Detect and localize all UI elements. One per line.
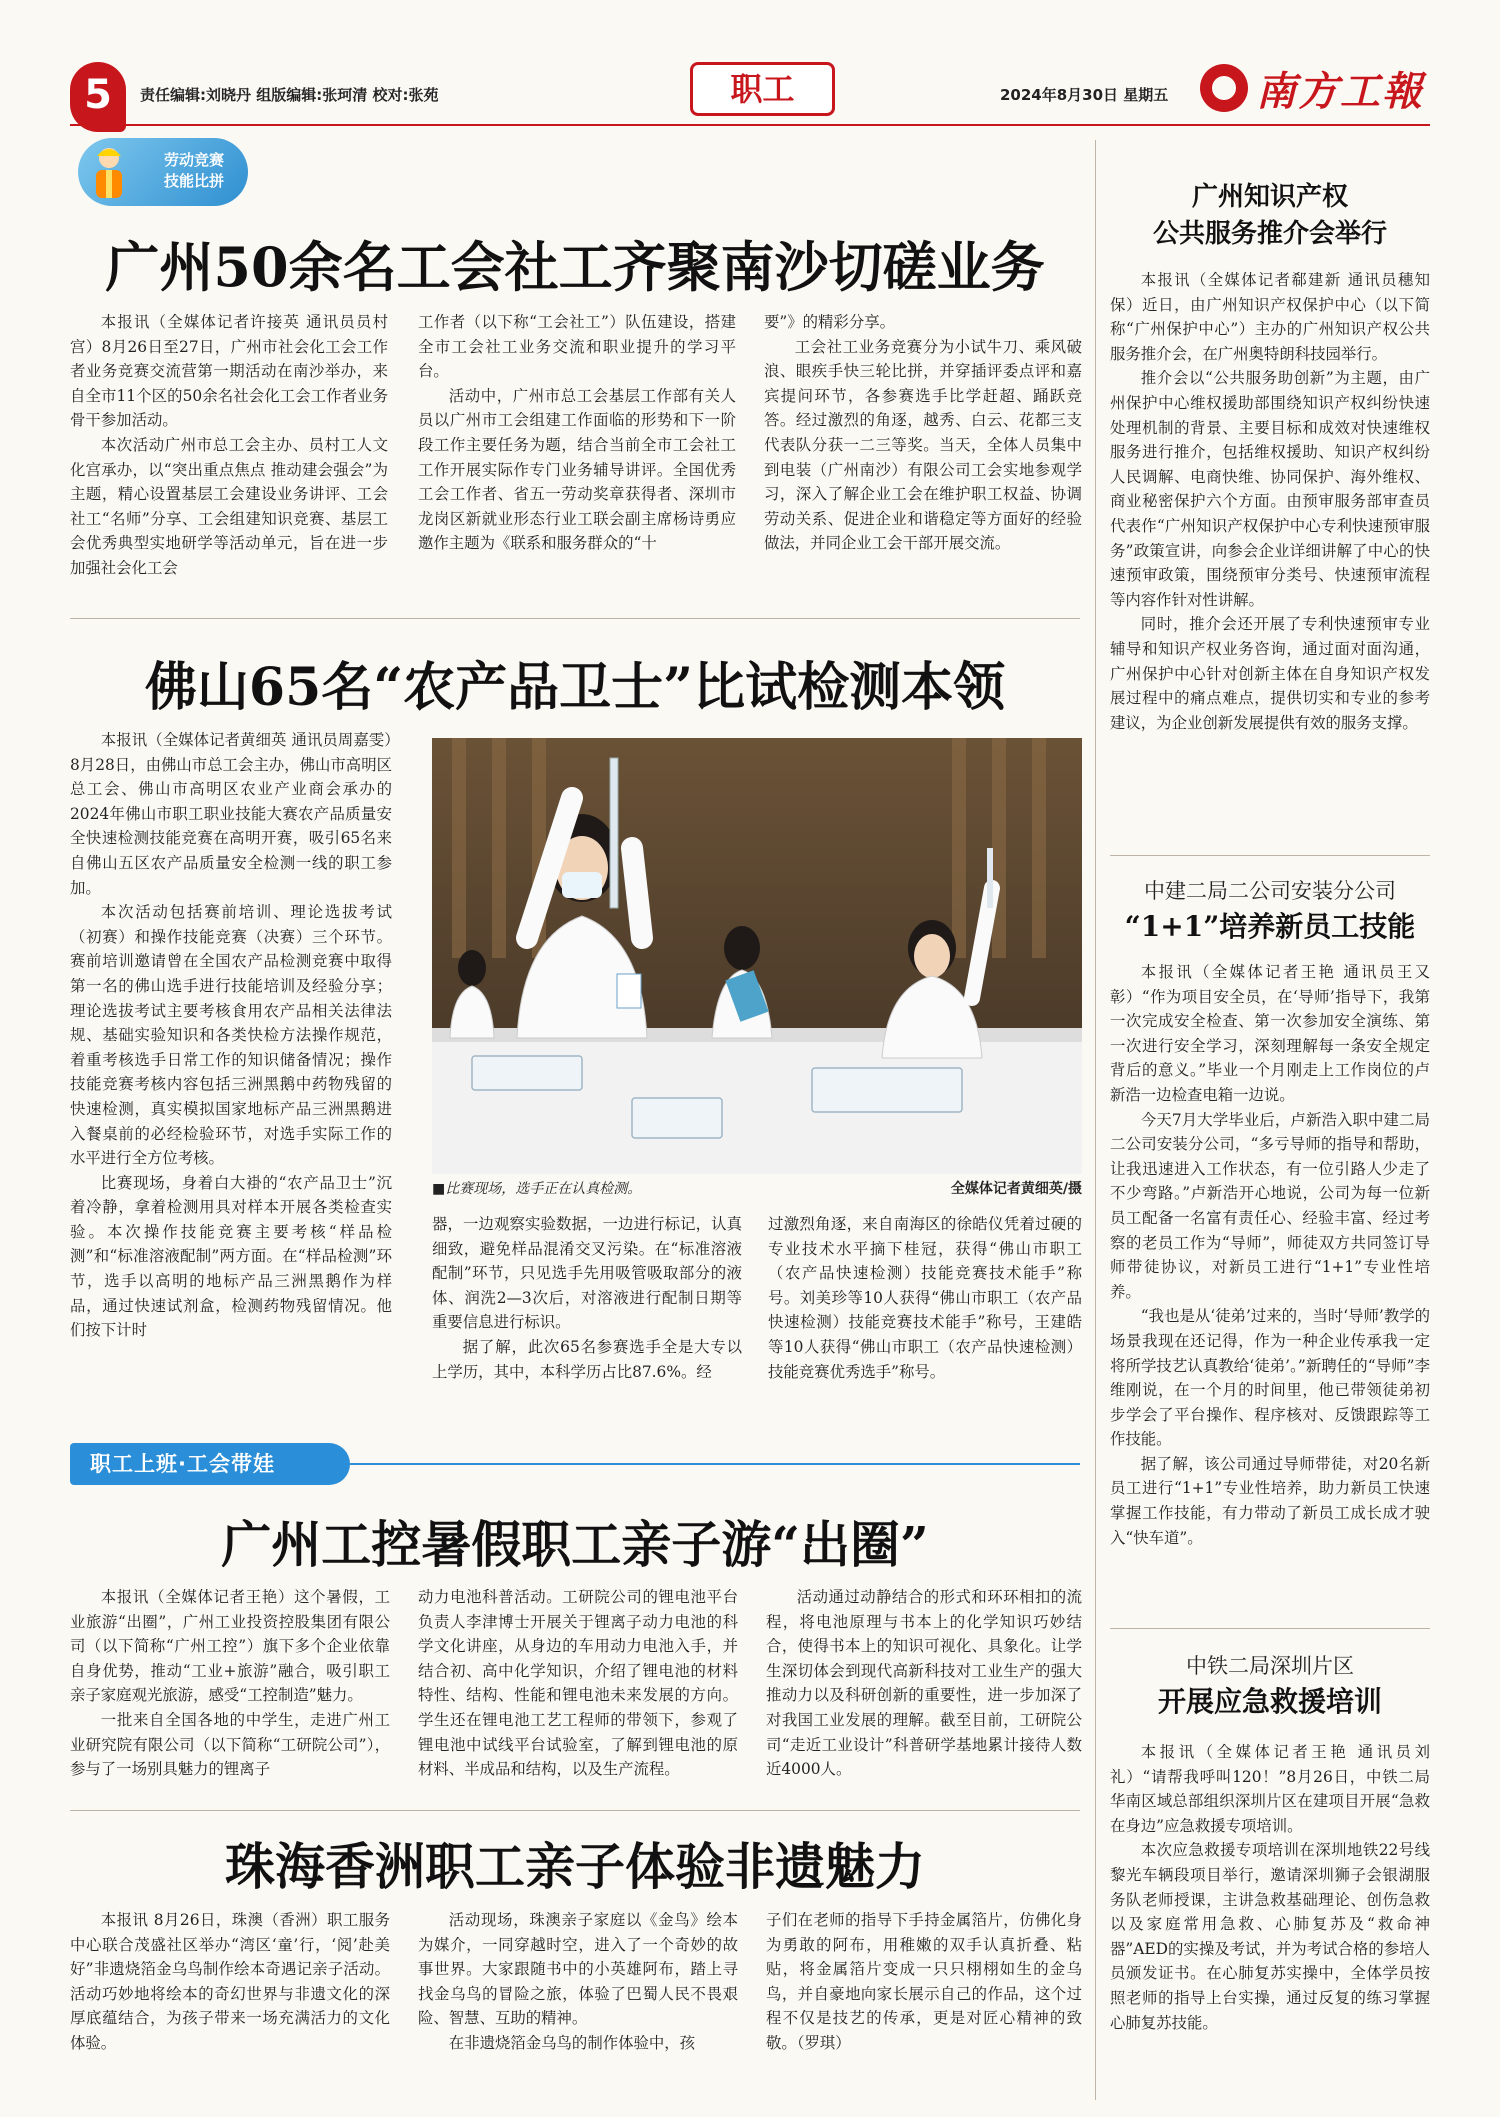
article4-para: 活动现场，珠澳亲子家庭以《金鸟》绘本为媒介，一同穿越时空，进入了一个奇妙的故事世界。大家跟随书中的小英雄阿布，踏上寻找金乌鸟的冒险之旅，体验了巴蜀人民不畏艰险、智慧、互助的精神。	[418, 1911, 738, 2028]
sidebar-divider	[1095, 140, 1096, 2100]
article3-col2	[418, 1585, 738, 1782]
article2-para: 比赛现场，身着白大褂的“农产品卫士”沉着冷静，拿着检测用具对样本开展各类检查实验。本次操作技能竞赛主要考核“样品检测”和“标准溶液配制”两方面。在“样品检测”环节，选手以高明的地标产品三洲黑鹅作为样品，通过快速试剂盒，检测药物残留情况。他们按下计时	[70, 1173, 392, 1340]
side2-title: “1+1”培养新员工技能	[1124, 910, 1416, 943]
side2-header	[1110, 875, 1430, 945]
side3-para: 本次应急救援专项培训在深圳地铁22号线黎光车辆段项目举行，邀请深圳狮子会银湖服务队老师授课，主讲急救基础理论、创伤急救以及家庭常用急救、心肺复苏及“救命神器”AED的实操及考试，并为考试合格的参培人员颁发证书。在心肺复苏实操中，全体学员按照老师的指导上台实操，通过反复的练习掌握心肺复苏技能。	[1110, 1841, 1430, 2032]
article4-title: 珠海香洲职工亲子体验非遗魅力	[225, 1837, 925, 1896]
article3-para: 动力电池科普活动。工研院公司的锂电池平台负责人李津博士开展关于锂离子动力电池的科学文化讲座，从身边的车用动力电池入手，并结合初、高中化学知识，介绍了锂电池的材料特性、结构、性能和锂电池未来发展的方向。学生还在锂电池工艺工程师的带领下，参观了锂电池中试线平台试验室，了解到锂电池的原材料、半成品和结构，以及生产流程。	[418, 1588, 738, 1779]
article3-para: 一批来自全国各地的中学生，走进广州工业研究院有限公司（以下简称“工研院公司”），参与了一场别具魅力的锂离子	[70, 1710, 390, 1779]
article4-col1	[70, 1908, 390, 2056]
masthead	[70, 62, 1430, 122]
article1-para: 活动中，广州市总工会基层工作部有关人员以广州市工会组建工作面临的形势和下一阶段工作主要任务为题，结合当前全市工会社工工作开展实际作专门业务辅导讲评。全国优秀工会工作者、省五一劳动奖章获得者、深圳市龙岗区新就业形态行业工联会副主席杨诗勇应邀作主题为《联系和服务群众的“十	[418, 386, 736, 553]
side1-para: 推介会以“公共服务助创新”为主题，由广州保护中心维权援助部围绕知识产权纠纷快速处理机制的背景、主要目标和成效对快速维权服务进行推介，包括维权援助、知识产权纠纷人民调解、电商快维、协同保护、海外维权、商业秘密保护六个方面。由预审服务部审查员代表作“广州知识产权保护中心专利快速预审服务”政策宣讲，向参会企业详细讲解了中心的快速预审政策，围绕预审分类号、快速预审流程等内容作针对性讲解。	[1110, 369, 1430, 609]
masthead-rule	[70, 124, 1430, 126]
article3-col3	[766, 1585, 1082, 1782]
article1-para: 要”》的精彩分享。	[764, 313, 895, 331]
side1-kicker: 广州知识产权	[1191, 182, 1348, 212]
article4-para: 在非遗烧箔金乌鸟的制作体验中，孩	[448, 2033, 696, 2052]
photo-caption: ■比赛现场，选手正在认真检测。	[432, 1181, 642, 1197]
article2-para: 本次活动包括赛前培训、理论选拔考试（初赛）和操作技能竞赛（决赛）三个环节。赛前培训邀请曾在全国农产品检测竞赛中取得第一名的佛山选手进行技能培训及经验分享；理论选拔考试主要考核食用农产品相关法律法规、基础实验知识和各类快检方法操作规范，着重考核选手日常工作的知识储备情况；操作技能竞赛考核内容包括三洲黑鹅中药物残留的快速检测，真实模拟国家地标产品三洲黑鹅进入餐桌前的必经检验环节，对选手实际工作的水平进行全方位考核。	[70, 903, 392, 1168]
section-badge: 职工	[690, 62, 835, 116]
logo-emblem-icon	[1200, 64, 1248, 112]
editor-credits: 责任编辑:刘晓丹 组版编辑:张珂清 校对:张苑	[140, 86, 439, 104]
divider	[1110, 855, 1430, 856]
side3-para: 本报讯（全媒体记者王艳 通讯员刘礼）“请帮我呼叫120！”8月26日，中铁二局华南区域总部组织深圳片区在建项目开展“急救在身边”应急救援专项培训。	[1110, 1743, 1430, 1835]
article1-para: 工会社工业务竞赛分为小试牛刀、乘风破浪、眼疾手快三轮比拼，并穿插评委点评和嘉宾提问环节，各参赛选手比学赶超、踊跃竞答。经过激烈的角逐，越秀、白云、花都三支代表队分获一二三等奖。当天，全体人员集中到电装（广州南沙）有限公司工会实地参观学习，深入了解企业工会在维护职工权益、协调劳动关系、促进企业和谐稳定等方面好的经验做法，并同企业工会干部开展交流。	[764, 337, 1082, 553]
article2-col3	[768, 1212, 1082, 1384]
article4-para: 子们在老师的指导下手持金属箔片，仿佛化身为勇敢的阿布，用稚嫩的双手认真折叠、粘贴，将金属箔片变成一只只栩栩如生的金乌鸟，并自豪地向家长展示自己的作品，这个过程不仅是技艺的传承，更是对匠心精神的致敬。（罗琪）	[766, 1911, 1082, 2052]
article1-col3	[764, 310, 1082, 556]
section-banner-label: 职工上班·工会带娃	[70, 1443, 350, 1485]
article2-col2	[432, 1212, 742, 1384]
campaign-badge	[78, 138, 248, 206]
worker-figure-icon	[86, 142, 132, 202]
article1-para: 本次活动广州市总工会主办、员村工人文化宫承办，以“突出重点焦点 推动建会强会”为主题，精心设置基层工会建设业务讲评、工会社工“名师”分享、工会组建知识竞赛、基层工会优秀典型实地研学等活动单元，旨在进一步加强社会化工会	[70, 435, 388, 577]
side1-para: 本报讯（全媒体记者郗建新 通讯员穗知保）近日，由广州知识产权保护中心（以下简称“广州保护中心”）主办的广州知识产权公共服务推介会，在广州奥特朗科技园举行。	[1110, 271, 1430, 363]
page-number: 5	[70, 62, 126, 132]
article4-col3	[766, 1908, 1082, 2056]
campaign-line-1: 劳动竞赛	[163, 151, 224, 169]
article4-col2	[418, 1908, 738, 2056]
side2-para: 今天7月大学毕业后，卢新浩入职中建二局二公司安装分公司，“多亏导师的指导和帮助，让我迅速进入工作状态，有一位引路人少走了不少弯路。”卢新浩开心地说，公司为每一位新员工配备一名富有责任心、经验丰富、经过考察的老员工作为“导师”，师徒双方共同签订导师带徒协议，对新员工进行“1+1”专业性培养。	[1110, 1110, 1430, 1301]
side1-title: 公共服务推介会举行	[1152, 219, 1387, 249]
article2-para: 器，一边观察实验数据，一边进行标记，认真细致，避免样品混淆交叉污染。在“标准溶液配制”环节，只见选手先用吸管吸取部分的液体、润洗2—3次后，对溶液进行配制日期等重要信息进行标识。	[432, 1215, 742, 1332]
article4-para: 本报讯 8月26日，珠澳（香洲）职工服务中心联合茂盛社区举办“湾区‘童’行，‘阅’赴美好”非遗烧箔金乌鸟制作绘本奇遇记亲子活动。活动巧妙地将绘本的奇幻世界与非遗文化的深厚底蕴结合，为孩子带来一场充满活力的文化体验。	[70, 1911, 390, 2052]
divider	[70, 1810, 1080, 1811]
article1-para: 本报讯（全媒体记者许接英 通讯员员村宫）8月26日至27日，广州市社会化工会工作者业务竞赛交流营第一期活动在南沙举办，来自全市11个区的50余名社会化工会工作者业务骨干参加活动。	[70, 313, 388, 430]
side1-body	[1110, 268, 1430, 735]
article2-title: 佛山65名“农产品卫士”比试检测本领	[144, 657, 1006, 718]
article1-para: 工作者（以下称“工会社工”）队伍建设，搭建全市工会社工业务交流和职业提升的学习平台。	[418, 313, 736, 381]
article3-title: 广州工控暑假职工亲子游“出圈”	[221, 1515, 929, 1574]
side3-kicker: 中铁二局深圳片区	[1186, 1654, 1354, 1678]
side2-kicker: 中建二局二公司安装分公司	[1144, 879, 1396, 903]
side1-header	[1110, 176, 1430, 250]
article3-col1	[70, 1585, 390, 1782]
side1-para: 同时，推介会还开展了专利快速预审专业辅导和知识产权业务咨询，通过面对面沟通，广州保护中心针对创新主体在自身知识产权发展过程中的痛点难点，提供切实和专业的参考建议，为企业创新发展提供有效的服务支撑。	[1110, 615, 1430, 732]
competition-photo	[432, 738, 1082, 1174]
article2-para: 本报讯（全媒体记者黄细英 通讯员周嘉雯）8月28日，由佛山市总工会主办，佛山市高明区总工会、佛山市高明区农业产业商会承办的2024年佛山市职工职业技能大赛农产品质量安全快速检测技能竞赛在高明开赛，吸引65名来自佛山五区农产品质量安全检测一线的职工参加。	[70, 731, 392, 897]
side2-para: 据了解，该公司通过导师带徒，对20名新员工进行“1+1”专业性培养，助力新员工快速掌握工作技能，有力带动了新员工成长成才驶入“快车道”。	[1110, 1454, 1430, 1547]
article2-col1	[70, 728, 392, 1343]
side2-body	[1110, 960, 1430, 1550]
article3-para: 活动通过动静结合的形式和环环相扣的流程，将电池原理与书本上的化学知识巧妙结合，使得书本上的知识可视化、具象化。让学生深切体会到现代高新科技对工业生产的强大推动力以及科研创新的重要性，进一步加深了对我国工业发展的理解。截至目前，工研院公司“走近工业设计”科普研学基地累计接待人数近4000人。	[766, 1588, 1082, 1779]
article2-para: 据了解，此次65名参赛选手全是大专以上学历，其中，本科学历占比87.6%。经	[432, 1337, 742, 1381]
article1-col2	[418, 310, 736, 556]
divider	[1110, 1628, 1430, 1629]
photo-credit: 全媒体记者黄细英/摄	[950, 1181, 1082, 1197]
lab-scene-image	[432, 738, 1082, 1174]
issue-date: 2024年8月30日 星期五	[1000, 86, 1169, 104]
side2-para: “我也是从‘徒弟’过来的，当时‘导师’教学的场景我现在还记得，作为一种企业传承我一定将所学技艺认真教给‘徒弟’。”新聘任的“导师”李维刚说，在一个月的时间里，他已带领徒弟初步学会了平台操作、程序核对、反馈跟踪等工作技能。	[1110, 1307, 1430, 1449]
section-banner	[70, 1443, 1080, 1485]
side3-body	[1110, 1740, 1430, 2035]
article1-col1	[70, 310, 388, 581]
newspaper-logo	[1200, 58, 1430, 118]
logo-wordmark: 南方工報	[1256, 69, 1424, 115]
divider	[70, 618, 1080, 619]
side3-header	[1110, 1650, 1430, 1720]
article2-para: 过激烈角逐，来自南海区的徐皓仪凭着过硬的专业技术水平摘下桂冠，获得“佛山市职工（农产品快速检测）技能竞赛技术能手”称号。刘美珍等10人获得“佛山市职工（农产品快速检测）技能竞赛技术能手”称号，王建皓等10人获得“佛山市职工（农产品快速检测）技能竞赛优秀选手”称号。	[768, 1215, 1082, 1381]
article3-para: 本报讯（全媒体记者王艳）这个暑假，工业旅游“出圈”，广州工业投资控股集团有限公司（以下简称“广州工控”）旗下多个企业依靠自身优势，推动“工业+旅游”融合，吸引职工亲子家庭观光旅游，感受“工控制造”魅力。	[70, 1588, 390, 1705]
campaign-line-2: 技能比拼	[163, 172, 224, 190]
article1-title: 广州50余名工会社工齐聚南沙切磋业务	[105, 235, 1045, 299]
side3-title: 开展应急救援培训	[1157, 1685, 1382, 1718]
side2-para: 本报讯（全媒体记者王艳 通讯员王又彰）“作为项目安全员，在‘导师’指导下，我第一次完成安全检查、第一次参加安全演练、第一次进行安全学习，深刻理解每一条安全规定背后的意义。”毕业一个月刚走上工作岗位的卢新浩一边检查电箱一边说。	[1110, 963, 1430, 1104]
